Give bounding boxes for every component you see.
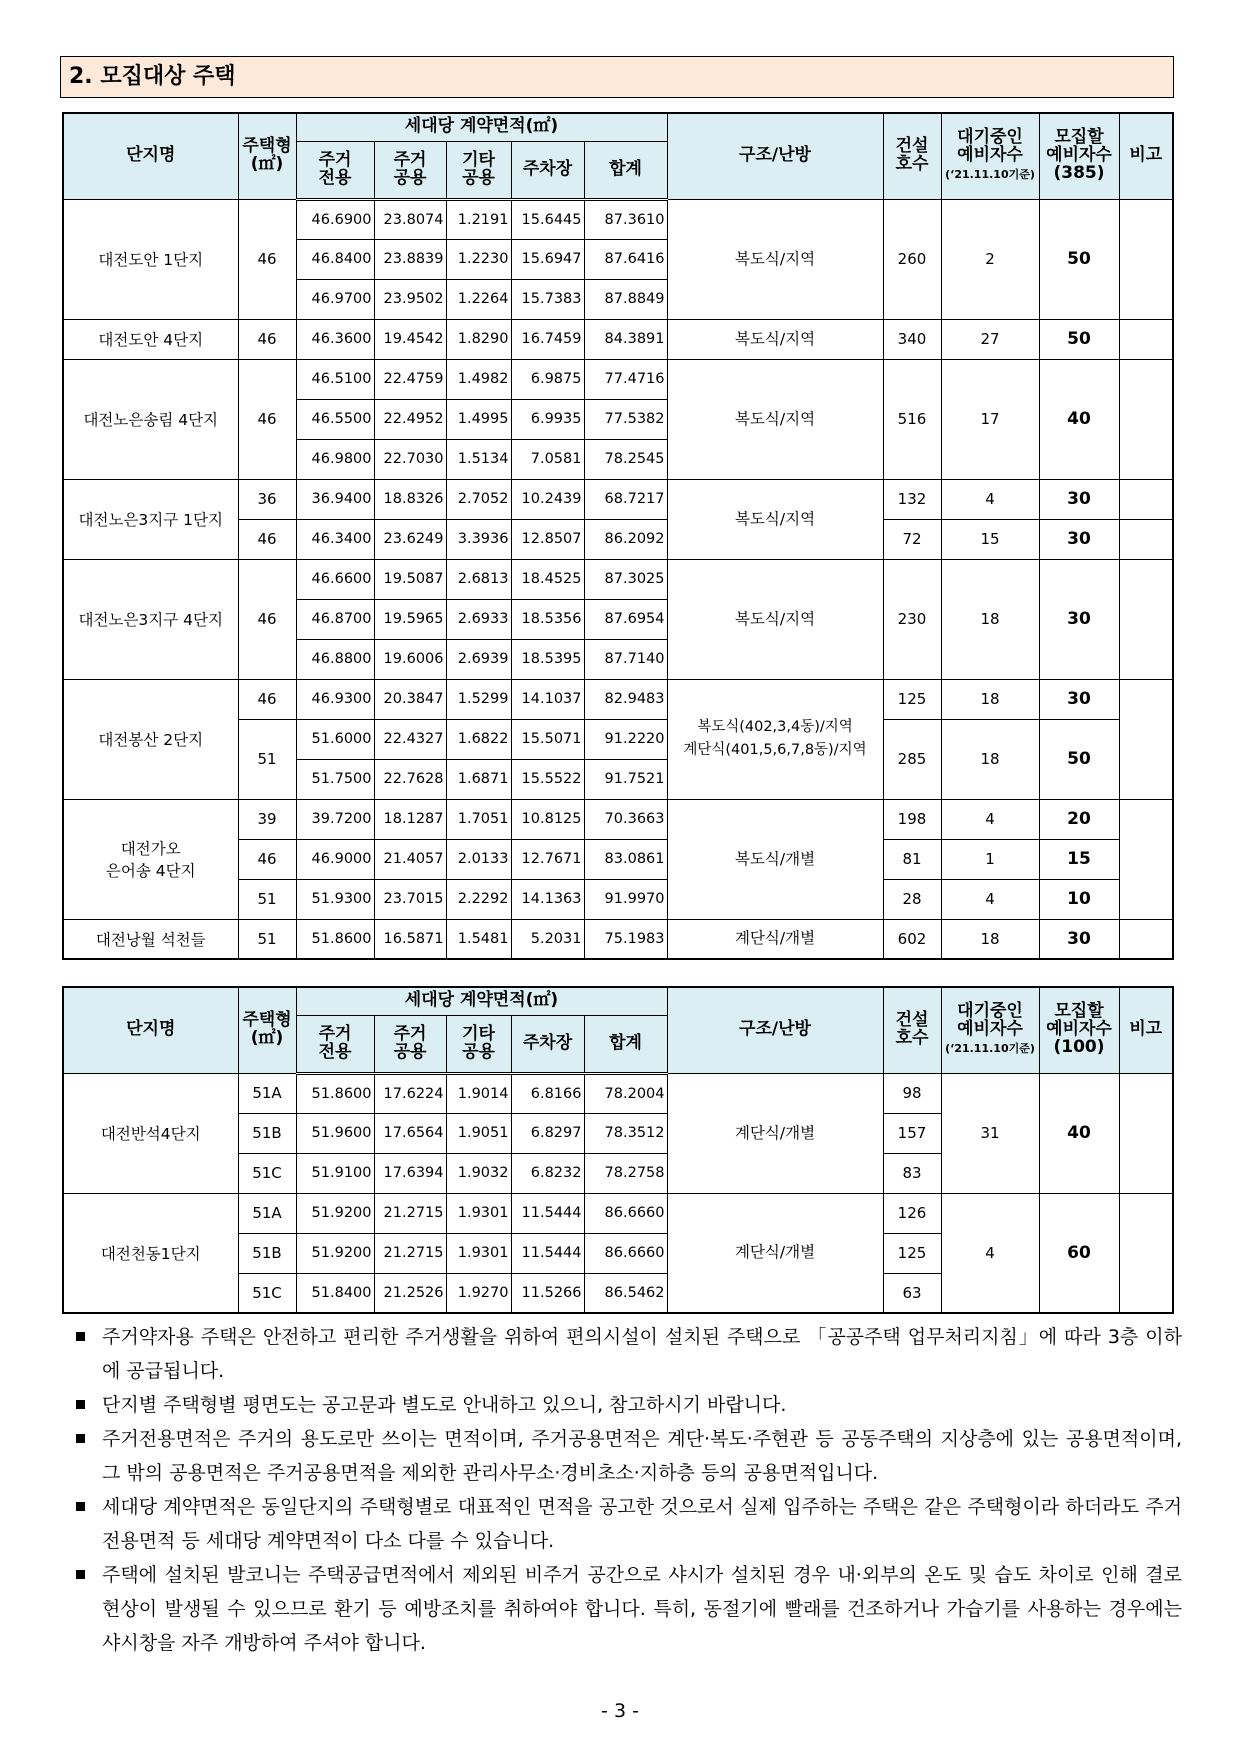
built-units: 28: [883, 879, 941, 919]
square-bullet-icon: [76, 1434, 85, 1443]
area-residential-common: 18.1287: [374, 799, 446, 839]
built-units: 72: [883, 519, 941, 559]
area-private: 39.7200: [296, 799, 374, 839]
area-parking: 11.5444: [511, 1233, 584, 1273]
area-total: 77.4716: [584, 359, 667, 399]
section-title: 2. 모집대상 주택: [60, 56, 1174, 98]
area-private: 46.9300: [296, 679, 374, 719]
area-parking: 11.5266: [511, 1273, 584, 1313]
area-total: 78.2758: [584, 1153, 667, 1193]
area-parking: 5.2031: [511, 919, 584, 959]
table-row: [63, 1073, 1173, 1113]
header-total: 합계: [584, 141, 667, 199]
area-residential-common: 17.6224: [374, 1073, 446, 1113]
area-private: 51.9600: [296, 1113, 374, 1153]
note-cell: [1119, 319, 1173, 359]
area-total: 77.5382: [584, 399, 667, 439]
area-residential-common: 23.8839: [374, 239, 446, 279]
recruit-count: 30: [1039, 919, 1119, 959]
area-residential-common: 21.2715: [374, 1233, 446, 1273]
area-other-common: 1.9014: [446, 1073, 511, 1113]
header-type: 주택형 (㎡): [238, 113, 296, 199]
area-parking: 15.6947: [511, 239, 584, 279]
area-private: 46.9800: [296, 439, 374, 479]
recruit-count: 20: [1039, 799, 1119, 839]
area-parking: 10.8125: [511, 799, 584, 839]
note-cell: [1119, 559, 1173, 679]
area-other-common: 1.2264: [446, 279, 511, 319]
waiting-count: 4: [941, 799, 1039, 839]
header-residential-common: 주거 공용: [374, 141, 446, 199]
housing-type: 46: [238, 679, 296, 719]
header-note: 비고: [1119, 987, 1173, 1073]
area-other-common: 2.6933: [446, 599, 511, 639]
built-units: 125: [883, 1233, 941, 1273]
area-parking: 6.9935: [511, 399, 584, 439]
area-other-common: 1.5134: [446, 439, 511, 479]
header-built: 건설 호수: [883, 987, 941, 1073]
table-row: [63, 799, 1173, 839]
structure-heating: 복도식/지역: [667, 559, 883, 679]
header-area-group: 세대당 계약면적(㎡): [296, 987, 667, 1015]
area-total: 86.6660: [584, 1193, 667, 1233]
area-parking: 15.5071: [511, 719, 584, 759]
area-parking: 6.8297: [511, 1113, 584, 1153]
area-residential-common: 21.4057: [374, 839, 446, 879]
waiting-count: 18: [941, 919, 1039, 959]
waiting-count: 18: [941, 679, 1039, 719]
page-number: - 3 -: [601, 1700, 639, 1722]
area-private: 46.5100: [296, 359, 374, 399]
built-units: 260: [883, 199, 941, 319]
area-total: 86.2092: [584, 519, 667, 559]
table-row: [63, 359, 1173, 399]
area-total: 83.0861: [584, 839, 667, 879]
note-cell: [1119, 799, 1173, 919]
housing-type: 51A: [238, 1193, 296, 1233]
housing-type: 51: [238, 879, 296, 919]
complex-name: 대전노은3지구 4단지: [63, 559, 238, 679]
area-other-common: 1.9270: [446, 1273, 511, 1313]
built-units: 157: [883, 1113, 941, 1153]
area-other-common: 1.4995: [446, 399, 511, 439]
area-residential-common: 22.4327: [374, 719, 446, 759]
area-total: 91.7521: [584, 759, 667, 799]
area-total: 86.6660: [584, 1233, 667, 1273]
recruit-count: 30: [1039, 559, 1119, 679]
area-residential-common: 19.5087: [374, 559, 446, 599]
built-units: 602: [883, 919, 941, 959]
area-other-common: 1.2191: [446, 199, 511, 239]
note-cell: [1119, 199, 1173, 319]
structure-heating: 계단식/개별: [667, 919, 883, 959]
complex-name: 대전도안 1단지: [63, 199, 238, 319]
housing-type: 46: [238, 559, 296, 679]
housing-type: 51B: [238, 1233, 296, 1273]
table-row: [63, 559, 1173, 599]
header-built: 건설 호수: [883, 113, 941, 199]
area-private: 46.3400: [296, 519, 374, 559]
header-area-group: 세대당 계약면적(㎡): [296, 113, 667, 141]
header-complex: 단지명: [63, 987, 238, 1073]
housing-type: 51: [238, 719, 296, 799]
recruit-count: 40: [1039, 1073, 1119, 1193]
built-units: 340: [883, 319, 941, 359]
recruit-count: 30: [1039, 479, 1119, 519]
area-parking: 18.5395: [511, 639, 584, 679]
waiting-count: 2: [941, 199, 1039, 319]
area-private: 46.8700: [296, 599, 374, 639]
housing-type: 46: [238, 519, 296, 559]
header-residential-common: 주거 공용: [374, 1015, 446, 1073]
area-parking: 6.9875: [511, 359, 584, 399]
area-residential-common: 16.5871: [374, 919, 446, 959]
structure-heating: 계단식/개별: [667, 1193, 883, 1313]
area-other-common: 1.7051: [446, 799, 511, 839]
area-other-common: 1.5299: [446, 679, 511, 719]
housing-type: 51C: [238, 1273, 296, 1313]
complex-name: 대전가오 은어송 4단지: [63, 799, 238, 919]
structure-heating: 복도식/지역: [667, 199, 883, 319]
square-bullet-icon: [76, 1502, 85, 1511]
area-other-common: 1.6871: [446, 759, 511, 799]
area-parking: 6.8166: [511, 1073, 584, 1113]
area-parking: 10.2439: [511, 479, 584, 519]
area-total: 78.2004: [584, 1073, 667, 1113]
table-row: [63, 479, 1173, 519]
area-residential-common: 23.6249: [374, 519, 446, 559]
area-private: 51.7500: [296, 759, 374, 799]
waiting-count: 1: [941, 839, 1039, 879]
note-cell: [1119, 479, 1173, 519]
recruit-count: 50: [1039, 199, 1119, 319]
note-cell: [1119, 919, 1173, 959]
complex-name: 대전봉산 2단지: [63, 679, 238, 799]
header-note: 비고: [1119, 113, 1173, 199]
area-other-common: 1.8290: [446, 319, 511, 359]
waiting-count: 18: [941, 559, 1039, 679]
recruit-count: 10: [1039, 879, 1119, 919]
area-total: 78.3512: [584, 1113, 667, 1153]
recruit-count: 60: [1039, 1193, 1119, 1313]
housing-type: 46: [238, 839, 296, 879]
note-cell: [1119, 679, 1173, 799]
area-total: 82.9483: [584, 679, 667, 719]
note-item: 주택에 설치된 발코니는 주택공급면적에서 제외된 비주거 공간으로 샤시가 설치된 경우 내·외부의 온도 및 습도 차이로 인해 결로 현상이 발생될 수 있으므로 환기 등 예방조치를 취하여야 합니다. 특히, 동절기에 빨래를 건조하거나 가습기를 사용하는 경우에는 샤시창을 자주 개방하여 주셔야 합니다.: [72, 1558, 1182, 1660]
area-other-common: 2.6939: [446, 639, 511, 679]
area-total: 68.7217: [584, 479, 667, 519]
area-private: 51.8600: [296, 919, 374, 959]
complex-name: 대전반석4단지: [63, 1073, 238, 1193]
housing-type: 39: [238, 799, 296, 839]
complex-name: 대전낭월 석천들: [63, 919, 238, 959]
area-residential-common: 19.5965: [374, 599, 446, 639]
area-parking: 18.5356: [511, 599, 584, 639]
housing-type: 51A: [238, 1073, 296, 1113]
header-structure: 구조/난방: [667, 113, 883, 199]
area-total: 84.3891: [584, 319, 667, 359]
complex-name: 대전천동1단지: [63, 1193, 238, 1313]
structure-heating: 복도식/지역: [667, 479, 883, 559]
note-item: 주거전용면적은 주거의 용도로만 쓰이는 면적이며, 주거공용면적은 계단·복도·주현관 등 공동주택의 지상층에 있는 공용면적이며, 그 밖의 공용면적은 주거공용면적을 제외한 관리사무소·경비초소·지하층 등의 공용면적입니다.: [72, 1422, 1182, 1490]
area-residential-common: 18.8326: [374, 479, 446, 519]
area-parking: 15.5522: [511, 759, 584, 799]
area-residential-common: 23.7015: [374, 879, 446, 919]
area-private: 46.8400: [296, 239, 374, 279]
area-parking: 12.7671: [511, 839, 584, 879]
built-units: 230: [883, 559, 941, 679]
housing-type: 51B: [238, 1113, 296, 1153]
area-other-common: 2.0133: [446, 839, 511, 879]
area-total: 87.3025: [584, 559, 667, 599]
area-other-common: 2.2292: [446, 879, 511, 919]
area-private: 51.6000: [296, 719, 374, 759]
header-recruit: 모집할 예비자수 (100): [1039, 987, 1119, 1073]
square-bullet-icon: [76, 1332, 85, 1341]
area-other-common: 1.9051: [446, 1113, 511, 1153]
area-parking: 6.8232: [511, 1153, 584, 1193]
area-parking: 14.1363: [511, 879, 584, 919]
header-complex: 단지명: [63, 113, 238, 199]
area-parking: 18.4525: [511, 559, 584, 599]
recruit-count: 30: [1039, 679, 1119, 719]
area-total: 70.3663: [584, 799, 667, 839]
table-row: [63, 919, 1173, 959]
area-private: 36.9400: [296, 479, 374, 519]
header-total: 합계: [584, 1015, 667, 1073]
area-residential-common: 19.6006: [374, 639, 446, 679]
housing-table-2: [62, 986, 1174, 1314]
area-other-common: 1.6822: [446, 719, 511, 759]
recruit-count: 50: [1039, 719, 1119, 799]
area-other-common: 1.9032: [446, 1153, 511, 1193]
area-private: 51.9200: [296, 1193, 374, 1233]
built-units: 83: [883, 1153, 941, 1193]
note-cell: [1119, 1193, 1173, 1313]
area-private: 46.9000: [296, 839, 374, 879]
area-private: 51.9200: [296, 1233, 374, 1273]
header-private: 주거 전용: [296, 1015, 374, 1073]
structure-heating: 복도식/지역: [667, 319, 883, 359]
area-private: 51.8600: [296, 1073, 374, 1113]
note-cell: [1119, 1073, 1173, 1193]
area-parking: 12.8507: [511, 519, 584, 559]
area-parking: 16.7459: [511, 319, 584, 359]
area-residential-common: 23.9502: [374, 279, 446, 319]
note-item: 주거약자용 주택은 안전하고 편리한 주거생활을 위하여 편의시설이 설치된 주택으로 「공공주택 업무처리지침」에 따라 3층 이하에 공급됩니다.: [72, 1320, 1182, 1388]
area-other-common: 2.6813: [446, 559, 511, 599]
area-other-common: 1.4982: [446, 359, 511, 399]
area-total: 87.7140: [584, 639, 667, 679]
structure-heating: 계단식/개별: [667, 1073, 883, 1193]
note-item: 세대당 계약면적은 동일단지의 주택형별로 대표적인 면적을 공고한 것으로서 실제 입주하는 주택은 같은 주택형이라 하더라도 주거전용면적 등 세대당 계약면적이 다소 다를 수 있습니다.: [72, 1490, 1182, 1558]
header-structure: 구조/난방: [667, 987, 883, 1073]
header-recruit: 모집할 예비자수 (385): [1039, 113, 1119, 199]
area-private: 51.9100: [296, 1153, 374, 1193]
area-residential-common: 17.6394: [374, 1153, 446, 1193]
structure-heating: 복도식/개별: [667, 799, 883, 919]
built-units: 132: [883, 479, 941, 519]
table-row: [63, 1193, 1173, 1233]
table-row: [63, 679, 1173, 719]
area-residential-common: 17.6564: [374, 1113, 446, 1153]
area-private: 46.6600: [296, 559, 374, 599]
built-units: 81: [883, 839, 941, 879]
area-private: 46.8800: [296, 639, 374, 679]
complex-name: 대전도안 4단지: [63, 319, 238, 359]
area-residential-common: 21.2715: [374, 1193, 446, 1233]
area-total: 91.2220: [584, 719, 667, 759]
housing-table-1: [62, 112, 1174, 960]
area-other-common: 1.9301: [446, 1193, 511, 1233]
square-bullet-icon: [76, 1570, 85, 1579]
header-parking: 주차장: [511, 1015, 584, 1073]
area-total: 87.6416: [584, 239, 667, 279]
area-residential-common: 20.3847: [374, 679, 446, 719]
notes-list: [72, 1320, 1182, 1660]
housing-type: 46: [238, 319, 296, 359]
header-waiting: 대기중인 예비자수 (‘21.11.10기준): [941, 987, 1039, 1073]
waiting-count: 4: [941, 879, 1039, 919]
area-private: 46.5500: [296, 399, 374, 439]
area-residential-common: 22.7628: [374, 759, 446, 799]
complex-name: 대전노은송림 4단지: [63, 359, 238, 479]
square-bullet-icon: [76, 1400, 85, 1409]
built-units: 516: [883, 359, 941, 479]
header-type: 주택형 (㎡): [238, 987, 296, 1073]
area-total: 78.2545: [584, 439, 667, 479]
housing-type: 46: [238, 359, 296, 479]
complex-name: 대전노은3지구 1단지: [63, 479, 238, 559]
area-other-common: 1.9301: [446, 1233, 511, 1273]
recruit-count: 15: [1039, 839, 1119, 879]
area-private: 51.9300: [296, 879, 374, 919]
note-item: 단지별 주택형별 평면도는 공고문과 별도로 안내하고 있으니, 참고하시기 바랍니다.: [72, 1388, 1182, 1422]
structure-heating: 복도식(402,3,4동)/지역 계단식(401,5,6,7,8동)/지역: [667, 679, 883, 799]
waiting-count: 15: [941, 519, 1039, 559]
area-private: 46.9700: [296, 279, 374, 319]
built-units: 63: [883, 1273, 941, 1313]
recruit-count: 50: [1039, 319, 1119, 359]
built-units: 285: [883, 719, 941, 799]
header-parking: 주차장: [511, 141, 584, 199]
area-private: 51.8400: [296, 1273, 374, 1313]
waiting-count: 31: [941, 1073, 1039, 1193]
built-units: 126: [883, 1193, 941, 1233]
area-total: 86.5462: [584, 1273, 667, 1313]
waiting-count: 27: [941, 319, 1039, 359]
area-parking: 15.6445: [511, 199, 584, 239]
built-units: 198: [883, 799, 941, 839]
waiting-count: 4: [941, 479, 1039, 519]
area-parking: 7.0581: [511, 439, 584, 479]
waiting-count: 17: [941, 359, 1039, 479]
recruit-count: 40: [1039, 359, 1119, 479]
area-total: 91.9970: [584, 879, 667, 919]
waiting-count: 4: [941, 1193, 1039, 1313]
area-residential-common: 21.2526: [374, 1273, 446, 1313]
area-other-common: 2.7052: [446, 479, 511, 519]
waiting-count: 18: [941, 719, 1039, 799]
area-total: 87.3610: [584, 199, 667, 239]
note-cell: [1119, 359, 1173, 479]
area-total: 87.8849: [584, 279, 667, 319]
housing-type: 51C: [238, 1153, 296, 1193]
table-row: [63, 319, 1173, 359]
area-total: 75.1983: [584, 919, 667, 959]
header-other-common: 기타 공용: [446, 1015, 511, 1073]
area-total: 87.6954: [584, 599, 667, 639]
header-waiting: 대기중인 예비자수 (‘21.11.10기준): [941, 113, 1039, 199]
recruit-count: 30: [1039, 519, 1119, 559]
area-other-common: 3.3936: [446, 519, 511, 559]
area-residential-common: 22.7030: [374, 439, 446, 479]
note-cell: [1119, 519, 1173, 559]
area-other-common: 1.5481: [446, 919, 511, 959]
area-private: 46.6900: [296, 199, 374, 239]
area-parking: 14.1037: [511, 679, 584, 719]
built-units: 125: [883, 679, 941, 719]
area-parking: 11.5444: [511, 1193, 584, 1233]
table-row: [63, 199, 1173, 239]
area-parking: 15.7383: [511, 279, 584, 319]
area-other-common: 1.2230: [446, 239, 511, 279]
area-residential-common: 23.8074: [374, 199, 446, 239]
area-residential-common: 22.4759: [374, 359, 446, 399]
built-units: 98: [883, 1073, 941, 1113]
area-residential-common: 19.4542: [374, 319, 446, 359]
housing-type: 36: [238, 479, 296, 519]
housing-type: 46: [238, 199, 296, 319]
area-residential-common: 22.4952: [374, 399, 446, 439]
housing-type: 51: [238, 919, 296, 959]
area-private: 46.3600: [296, 319, 374, 359]
header-other-common: 기타 공용: [446, 141, 511, 199]
structure-heating: 복도식/지역: [667, 359, 883, 479]
header-private: 주거 전용: [296, 141, 374, 199]
